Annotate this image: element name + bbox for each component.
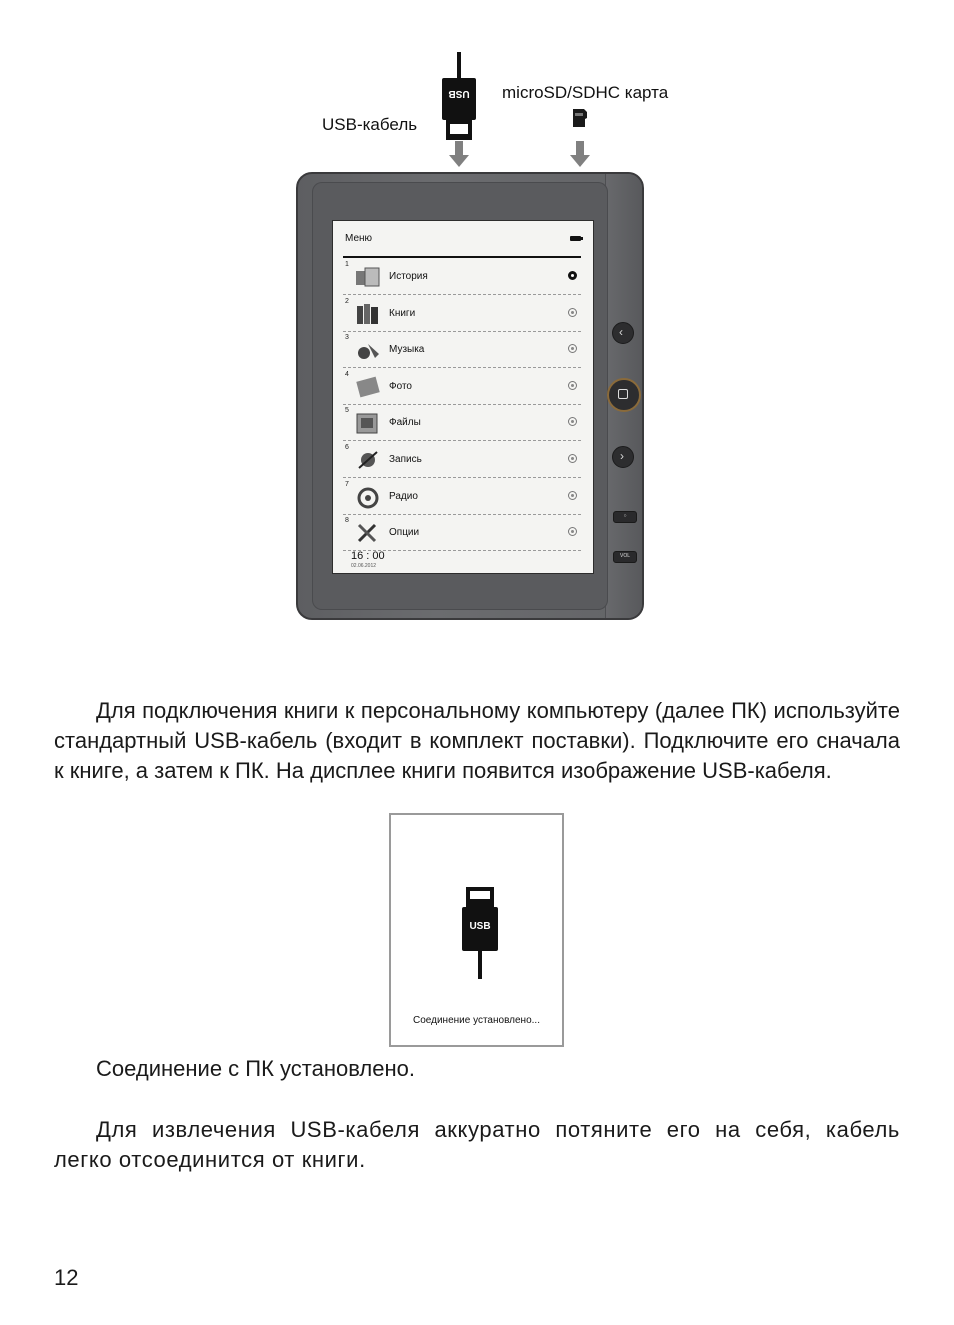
menu-item[interactable] [343,515,581,551]
power-button[interactable] [613,511,637,523]
microsd-card-icon [572,109,588,127]
usb-cable-icon [460,885,500,979]
music-icon [355,338,381,362]
radio-icon [568,454,577,463]
menu-item-label: Радио [389,490,418,502]
battery-icon [570,236,581,241]
usb-screen-status: Соединение установлено... [413,1015,540,1026]
menu-item-number: 3 [345,334,349,342]
square-icon [618,389,628,399]
screen-date: 02.06.2012 [351,563,377,569]
menu-item[interactable] [343,405,581,441]
radio-icon [568,271,577,280]
paragraph-connect [54,696,900,786]
menu-item[interactable] [343,296,581,332]
page-number: 12 [54,1265,79,1290]
volume-button[interactable] [613,551,637,563]
usb-arrow-shaft [455,141,463,155]
menu-item-number: 6 [345,444,349,451]
menu-item[interactable] [343,332,581,368]
usb-plug-text: USB [448,88,470,99]
ok-button[interactable] [607,378,641,412]
paragraph-connected [54,1054,900,1084]
menu-item-label: Фото [389,380,412,392]
record-icon [355,448,381,472]
menu-item[interactable] [343,479,581,515]
chevron-left-icon: ‹ [619,325,623,339]
menu-item-number: 7 [345,480,349,488]
menu-item-label: Музыка [389,344,425,356]
device-screen [332,220,594,574]
menu-item[interactable] [343,259,581,295]
paragraph-connect-text: Для подключения книги к персональному компьютеру (далее ПК) используйте стандартный USB-кабель (входит в комплект поставки). Подключите его сначала к книге, а затем к ПК. На дисплее книги появится изображение USB-кабеля. [54,698,900,783]
chevron-right-icon: › [620,449,624,463]
radio-icon [568,344,577,353]
volume-label: VOL [619,553,630,559]
microsd-arrow-icon [570,155,590,167]
paragraph-connected-text: Соединение с ПК установлено. [96,1056,415,1081]
usb-screen-plug-text: USB [469,921,491,932]
radio-icon [568,527,577,536]
menu-item-number: 5 [345,407,349,415]
menu-item-number: 8 [345,517,349,525]
prev-page-button[interactable] [612,322,634,344]
screen-title: Меню [345,233,373,244]
paragraph-disconnect [54,1115,900,1175]
microsd-arrow-shaft [576,141,584,155]
menu-item-label: Книги [389,307,416,319]
menu-item-number: 2 [345,297,349,305]
paragraph-disconnect-text: Для извлечения USB-кабеля аккуратно потяните его на себя, кабель легко отсоединится от книги. [54,1117,900,1172]
menu-item[interactable] [343,369,581,405]
history-icon [355,265,381,289]
next-page-button[interactable] [612,446,634,468]
radio-icon [568,417,577,426]
menu-item-label: Опции [389,527,420,539]
radio-icon [568,308,577,317]
menu-item-label: Запись [389,454,422,465]
menu-item-number: 4 [345,370,349,378]
usb-cable-label: USB-кабель [322,115,418,134]
photo-icon [355,375,381,399]
screen-divider [343,256,581,258]
files-icon [355,411,381,435]
books-icon [355,302,381,326]
radio-icon [568,381,577,390]
screen-time: 16 : 00 [351,550,385,562]
menu-item-number: 1 [345,261,349,268]
usb-arrow-icon [449,155,469,167]
radio-icon [568,491,577,500]
microsd-label: microSD/SDHC карта [502,83,669,102]
menu-item[interactable] [343,442,581,478]
power-icon: ○ [623,513,627,519]
menu-item-label: История [389,271,428,282]
options-icon [355,521,381,545]
usb-connected-screen [389,813,564,1047]
radio-icon [355,485,381,509]
menu-item-label: Файлы [389,417,421,429]
